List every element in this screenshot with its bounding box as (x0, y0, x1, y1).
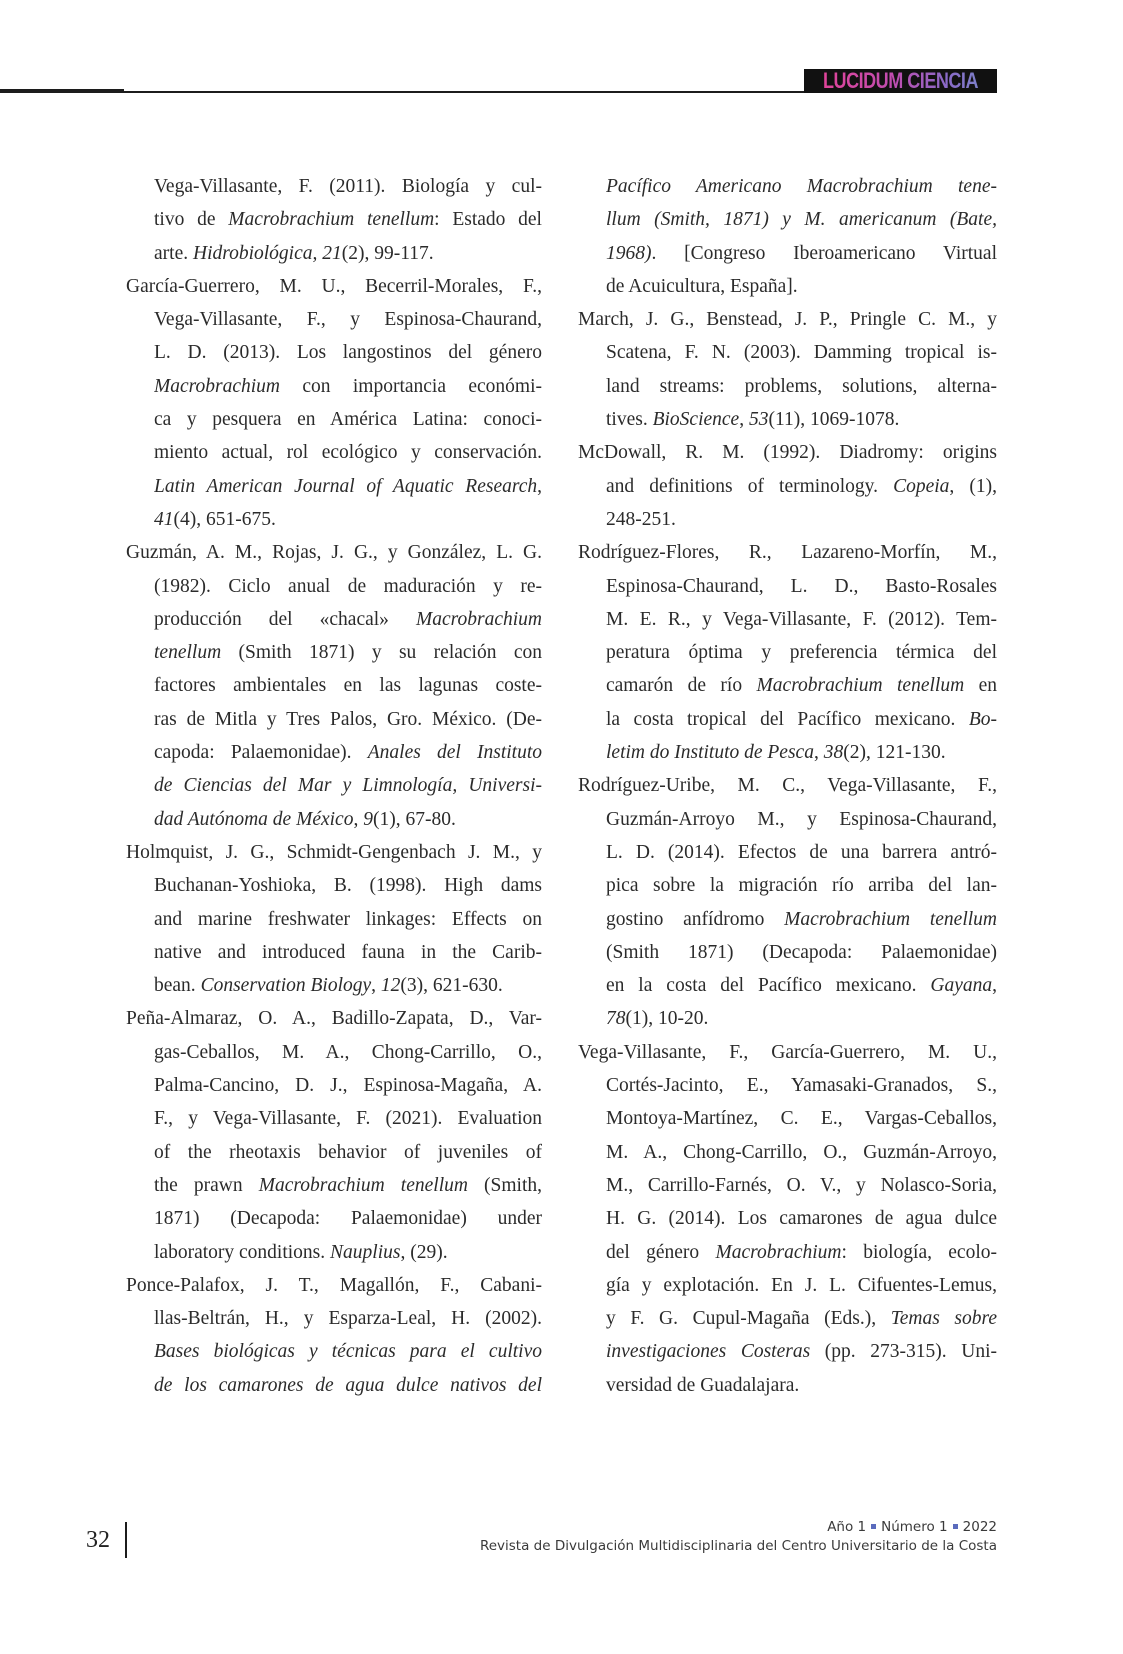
italic-text: Latin American Journal of Aquatic Research (154, 475, 538, 497)
reference-line (578, 1335, 997, 1368)
text: (pp. 273-315). Uni- (810, 1341, 997, 1363)
text: , (29). (400, 1241, 448, 1263)
reference-line (126, 603, 542, 636)
italic-text: llum (Smith, 1871) y M. americanum (Bate, (606, 209, 997, 231)
text: gía y explotación. En J. L. Cifuentes-Lemus, (606, 1274, 997, 1296)
text: Vega-Villasante, F., y Espinosa-Chaurand, (154, 309, 542, 331)
page-number-divider (125, 1522, 127, 1558)
reference-line (578, 836, 997, 869)
reference-line (126, 1369, 542, 1402)
text: , (537, 475, 542, 497)
reference-line (578, 1102, 997, 1135)
text: and definitions of terminology. (606, 475, 894, 497)
reference-line (578, 170, 997, 203)
reference-line (578, 936, 997, 969)
reference-line (578, 403, 997, 436)
text: M. A., Chong-Carrillo, O., Guzmán-Arroyo, (606, 1141, 997, 1163)
reference-line (126, 1069, 542, 1102)
italic-text: dad Autónoma de México (154, 808, 354, 830)
reference-entry (126, 1002, 542, 1268)
italic-text: 12 (380, 975, 401, 997)
italic-text: 38 (823, 742, 844, 764)
reference-line (126, 336, 542, 369)
italic-text: Conservation Biology (200, 975, 372, 997)
italic-text: tenellum (154, 642, 222, 664)
text: Ponce-Palafox, J. T., Magallón, F., Cabani- (126, 1274, 542, 1296)
reference-line (578, 869, 997, 902)
references-column-right (578, 170, 997, 1402)
text: (11), 1069-1078. (768, 409, 900, 431)
italic-text: Macrobrachium (415, 608, 542, 630)
text: capoda: Palaemonidae). (154, 742, 368, 764)
italic-text: Bases biológicas y técnicas para el cultivo (154, 1341, 542, 1363)
text: llas-Beltrán, H., y Esparza-Leal, H. (2002). (154, 1308, 542, 1330)
reference-line (578, 436, 997, 469)
text: L. D. (2014). Efectos de una barrera antró- (606, 841, 997, 863)
text: en (964, 675, 997, 697)
reference-line (126, 470, 542, 503)
reference-line (578, 1036, 997, 1069)
issue-year: Año 1 (827, 1519, 867, 1535)
text: Guzmán-Arroyo M., y Espinosa-Chaurand, (606, 808, 997, 830)
italic-text: Macrobrachium tenellum (228, 209, 435, 231)
reference-line (578, 736, 997, 769)
reference-line (578, 603, 997, 636)
reference-line (578, 1002, 997, 1035)
italic-text: Temas sobre (890, 1308, 997, 1330)
reference-line (126, 503, 542, 536)
text: L. D. (2013). Los langostinos del género (154, 342, 542, 364)
header-rule-thick (0, 89, 124, 93)
reference-line (126, 403, 542, 436)
reference-line (578, 1302, 997, 1335)
issue-number: Número 1 (881, 1519, 948, 1535)
reference-line (578, 336, 997, 369)
reference-line (126, 1269, 542, 1302)
issue-date: 2022 (962, 1519, 997, 1535)
italic-text: de Ciencias del Mar y Limnología, Universi- (154, 775, 542, 797)
reference-line (578, 470, 997, 503)
reference-entry (578, 1036, 997, 1402)
reference-line (126, 436, 542, 469)
reference-line (126, 803, 542, 836)
text: y F. G. Cupul-Magaña (Eds.), (606, 1308, 891, 1330)
italic-text: Anales del Instituto (367, 742, 542, 764)
reference-line (126, 237, 542, 270)
text: camarón de río (606, 675, 757, 697)
italic-text: 78 (606, 1008, 626, 1030)
reference-line (578, 769, 997, 802)
reference-line (126, 1302, 542, 1335)
reference-line (126, 1236, 542, 1269)
text: Vega-Villasante, F., García-Guerrero, M. U., (578, 1041, 997, 1063)
text: (1), 67-80. (372, 808, 456, 830)
header-rule (124, 91, 806, 93)
text: (Smith 1871) y su relación con (221, 642, 542, 664)
text: : Estado del (434, 209, 542, 231)
reference-line (126, 1102, 542, 1135)
reference-line (126, 936, 542, 969)
italic-text: Macrobrachium tenellum (784, 908, 997, 930)
reference-line (126, 969, 542, 1002)
text: tivo de (154, 209, 229, 231)
text: Holmquist, J. G., Schmidt-Gengenbach J. M., y (126, 841, 542, 863)
text: Rodríguez-Uribe, M. C., Vega-Villasante, F., (578, 775, 997, 797)
reference-line (578, 270, 997, 303)
text: de Acuicultura, España]. (606, 275, 798, 297)
text: pica sobre la migración río arriba del lan- (606, 875, 997, 897)
text: García-Guerrero, M. U., Becerril-Morales, F., (126, 275, 542, 297)
reference-entry (578, 436, 997, 536)
text: Guzmán, A. M., Rojas, J. G., y González, L. G. (126, 542, 542, 564)
reference-line (578, 1269, 997, 1302)
reference-entry (126, 536, 542, 836)
reference-line (578, 1369, 997, 1402)
reference-line (126, 769, 542, 802)
reference-line (578, 1136, 997, 1169)
italic-text: Gayana (930, 975, 993, 997)
reference-line (126, 170, 542, 203)
italic-text: BioScience (652, 409, 740, 431)
text: gas-Ceballos, M. A., Chong-Carrillo, O., (154, 1041, 542, 1063)
reference-line (578, 803, 997, 836)
text: Buchanan-Yoshioka, B. (1998). High dams (154, 875, 542, 897)
text: M. E. R., y Vega-Villasante, F. (2012). Tem- (606, 608, 997, 630)
italic-text: 1968) (606, 242, 652, 264)
reference-line (578, 503, 997, 536)
italic-text: Macrobrachium (154, 375, 281, 397)
reference-line (578, 570, 997, 603)
reference-line (126, 903, 542, 936)
text: . [Congreso Iberoamericano Virtual (651, 242, 997, 264)
reference-line (126, 203, 542, 236)
reference-line (578, 370, 997, 403)
text: (Smith, (467, 1174, 542, 1196)
text: native and introduced fauna in the Carib- (154, 941, 542, 963)
text: Scatena, F. N. (2003). Damming tropical is- (606, 342, 997, 364)
reference-line (578, 303, 997, 336)
reference-entry (578, 170, 997, 303)
italic-text: Bo- (968, 708, 997, 730)
reference-entry (126, 170, 542, 270)
reference-line (126, 1002, 542, 1035)
text: laboratory conditions. (154, 1241, 331, 1263)
text: , (813, 742, 824, 764)
italic-text: de los camarones de agua dulce nativos del (154, 1374, 542, 1396)
text: la costa tropical del Pacífico mexicano. (606, 708, 969, 730)
reference-line (126, 836, 542, 869)
reference-line (578, 1169, 997, 1202)
italic-text: letim do Instituto de Pesca (606, 742, 814, 764)
text: : biología, ecolo- (841, 1241, 997, 1263)
reference-line (578, 203, 997, 236)
italic-text: Macrobrachium tenellum (258, 1174, 468, 1196)
reference-line (578, 703, 997, 736)
text: gostino anfídromo (606, 908, 785, 930)
reference-line (126, 270, 542, 303)
italic-text: 9 (363, 808, 373, 830)
reference-line (578, 969, 997, 1002)
text: land streams: problems, solutions, alterna- (606, 375, 997, 397)
text: (4), 651-675. (173, 508, 276, 530)
text: of the rheotaxis behavior of juveniles of (154, 1141, 542, 1163)
reference-line (578, 536, 997, 569)
text: (2), 99-117. (341, 242, 434, 264)
italic-text: 53 (748, 409, 769, 431)
text: 248-251. (606, 508, 676, 530)
text: , (992, 975, 997, 997)
text: (1982). Ciclo anual de maduración y re- (154, 575, 542, 597)
text: producción del «chacal» (154, 608, 416, 630)
text: 1871) (Decapoda: Palaemonidae) under (154, 1208, 542, 1230)
reference-line (578, 1202, 997, 1235)
footer-meta (480, 1518, 997, 1556)
reference-line (126, 570, 542, 603)
text: , (371, 975, 381, 997)
reference-line (126, 370, 542, 403)
text: M., Carrillo-Farnés, O. V., y Nolasco-Soria, (606, 1174, 997, 1196)
text: the prawn (154, 1174, 259, 1196)
reference-line (126, 636, 542, 669)
journal-title: LUCIDUM CIENCIA (823, 68, 978, 93)
reference-entry (578, 769, 997, 1035)
text: ca y pesquera en América Latina: conoci- (154, 409, 542, 431)
text: Montoya-Martínez, C. E., Vargas-Ceballos, (606, 1108, 997, 1130)
reference-line (126, 536, 542, 569)
text: March, J. G., Benstead, J. P., Pringle C. M., y (578, 309, 997, 331)
text: Vega-Villasante, F. (2011). Biología y cul- (154, 176, 542, 197)
text: , (739, 409, 749, 431)
text: factores ambientales en las lagunas coste- (154, 675, 542, 697)
reference-entry (126, 1269, 542, 1402)
reference-line (126, 1036, 542, 1069)
text: (2), 121-130. (843, 742, 946, 764)
text: ras de Mitla y Tres Palos, Gro. México. (De- (154, 708, 542, 730)
reference-line (126, 703, 542, 736)
references-column-left (126, 170, 542, 1402)
text: Espinosa-Chaurand, L. D., Basto-Rosales (606, 575, 997, 597)
text: Palma-Cancino, D. J., Espinosa-Magaña, A. (154, 1075, 542, 1097)
reference-line (126, 1335, 542, 1368)
page-number: 32 (86, 1527, 110, 1553)
text: Cortés-Jacinto, E., Yamasaki-Granados, S., (606, 1075, 997, 1097)
reference-line (126, 869, 542, 902)
reference-line (578, 237, 997, 270)
text: (1), 10-20. (625, 1008, 709, 1030)
text: (3), 621-630. (400, 975, 503, 997)
reference-line (578, 636, 997, 669)
text: en la costa del Pacífico mexicano. (606, 975, 931, 997)
reference-line (578, 903, 997, 936)
text: F., y Vega-Villasante, F. (2021). Evaluation (154, 1108, 542, 1130)
journal-badge (804, 69, 997, 93)
text: del género (606, 1241, 716, 1263)
reference-entry (126, 836, 542, 1002)
text: tives. (606, 409, 653, 431)
reference-line (126, 1169, 542, 1202)
text: and marine freshwater linkages: Effects on (154, 908, 542, 930)
italic-text: Hidrobiológica, 21 (192, 242, 342, 264)
square-bullet-icon (953, 1524, 958, 1529)
italic-text: Pacífico Americano Macrobrachium tene- (606, 176, 997, 197)
text: McDowall, R. M. (1992). Diadromy: origins (578, 442, 997, 464)
text: peratura óptima y preferencia térmica del (606, 642, 997, 664)
reference-line (578, 669, 997, 702)
text: (Smith 1871) (Decapoda: Palaemonidae) (606, 941, 997, 963)
text: arte. (154, 242, 193, 264)
text: bean. (154, 975, 201, 997)
reference-line (126, 1136, 542, 1169)
reference-line (126, 303, 542, 336)
italic-text: Macrobrachium (715, 1241, 842, 1263)
square-bullet-icon (871, 1524, 876, 1529)
issue-line (480, 1518, 997, 1537)
reference-entry (578, 536, 997, 769)
italic-text: Macrobrachium tenellum (756, 675, 965, 697)
text: , (353, 808, 364, 830)
text: , (1), (949, 475, 997, 497)
reference-entry (578, 303, 997, 436)
reference-line (126, 736, 542, 769)
reference-entry (126, 270, 542, 536)
reference-line (126, 669, 542, 702)
text: miento actual, rol ecológico y conservación. (154, 442, 542, 464)
italic-text: 41 (154, 508, 174, 530)
italic-text: Nauplius (330, 1241, 401, 1263)
text: con importancia económi- (280, 375, 542, 397)
italic-text: Copeia (893, 475, 950, 497)
text: versidad de Guadalajara. (606, 1374, 800, 1396)
reference-line (578, 1236, 997, 1269)
italic-text: investigaciones Costeras (606, 1341, 811, 1363)
text: Rodríguez-Flores, R., Lazareno-Morfín, M., (578, 542, 997, 564)
text: H. G. (2014). Los camarones de agua dulce (606, 1208, 997, 1230)
journal-full-name: Revista de Divulgación Multidisciplinaria del Centro Universitario de la Costa (479, 1538, 997, 1554)
reference-line (126, 1202, 542, 1235)
text: Peña-Almaraz, O. A., Badillo-Zapata, D., Var- (126, 1008, 542, 1030)
reference-line (578, 1069, 997, 1102)
